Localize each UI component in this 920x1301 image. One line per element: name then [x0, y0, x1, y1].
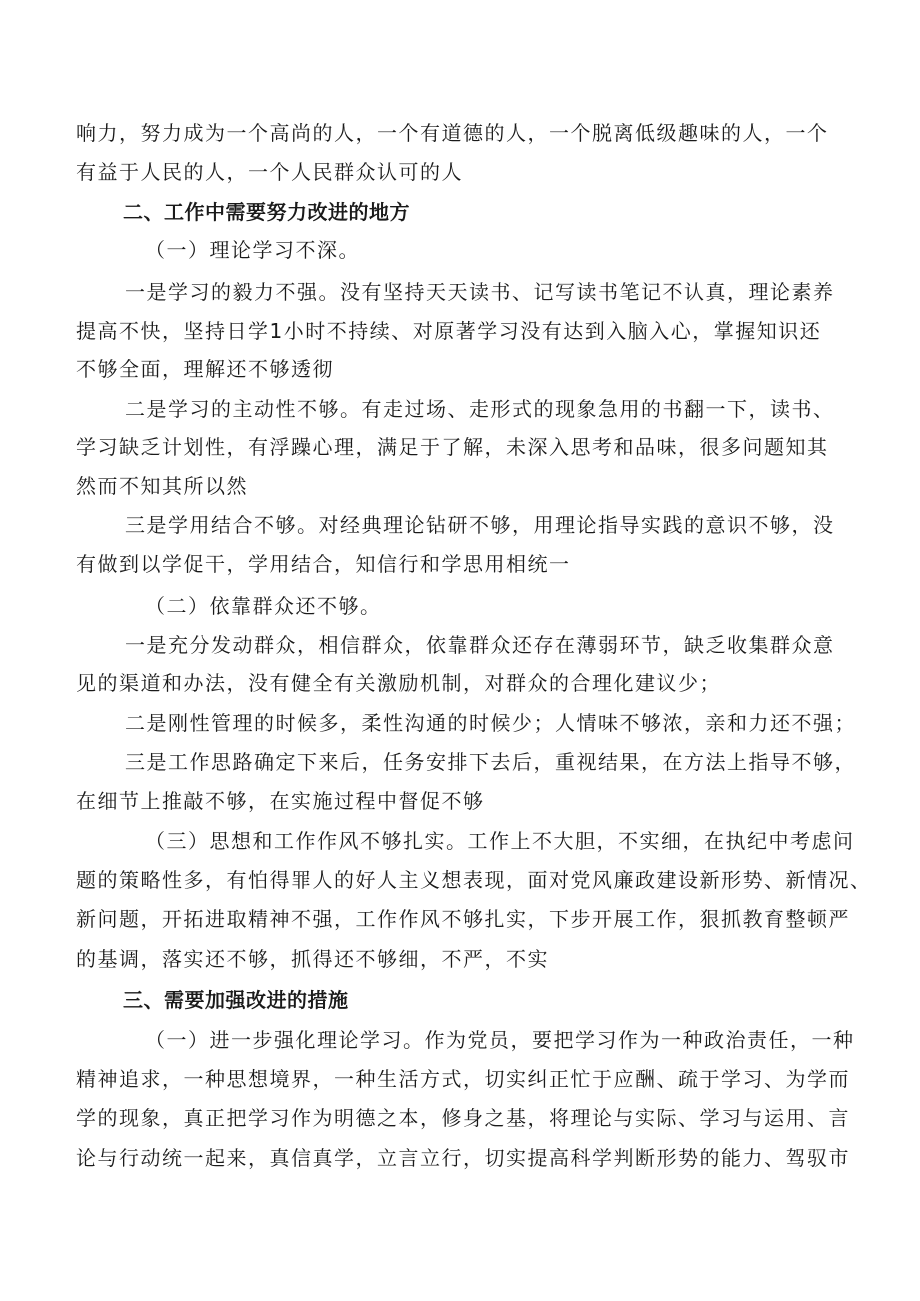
text-line: 精神追求，一种思想境界，一种生活方式，切实纠正忙于应酬、疏于学习、为学而 [76, 1067, 850, 1091]
subsection-heading: （一）理论学习不深。 [145, 238, 360, 262]
text-line: 新问题，开拓进取精神不强，工作作风不够扎实，下步开展工作，狠抓教育整顿严 [76, 907, 850, 931]
text-line: 有益于人民的人，一个人民群众认可的人 [76, 160, 463, 184]
text-line: 论与行动统一起来，真信真学，立言立行，切实提高科学判断形势的能力、驾驭市 [76, 1146, 850, 1170]
text-line: 在细节上推敲不够，在实施过程中督促不够 [76, 789, 485, 813]
text-line: 二是学习的主动性不够。有走过场、走形式的现象急用的书翻一下，读书、 [125, 397, 835, 421]
text-line: （一）进一步强化理论学习。作为党员，要把学习作为一种政治责任，一种 [145, 1028, 855, 1052]
text-line: 见的渠道和办法，没有健全有关激励机制，对群众的合理化建议少； [76, 671, 721, 695]
text-line: 三是学用结合不够。对经典理论钻研不够，用理论指导实践的意识不够，没 [125, 513, 835, 537]
section-heading: 三、需要加强改进的措施 [123, 988, 349, 1012]
text-line: 有做到以学促干，学用结合，知信行和学思用相统一 [76, 552, 571, 576]
text-line: 二是刚性管理的时候多，柔性沟通的时候少；人情味不够浓，亲和力还不强； [125, 711, 856, 735]
text-line: 然而不知其所以然 [76, 474, 248, 498]
text-line: 的基调，落实还不够，抓得还不够细，不严，不实 [76, 947, 549, 971]
section-heading: 二、工作中需要努力改进的地方 [123, 200, 410, 224]
text-line: 提高不快，坚持日学1小时不持续、对原著学习没有达到入脑入心，掌握知识还 [76, 319, 822, 343]
text-line: 不够全面，理解还不够透彻 [76, 357, 334, 381]
subsection-heading: （二）依靠群众还不够。 [145, 594, 382, 618]
text-line: 学的现象，真正把学习作为明德之本，修身之基，将理论与实际、学习与运用、言 [76, 1106, 850, 1130]
text-line: 一是充分发动群众，相信群众，依靠群众还存在薄弱环节，缺乏收集群众意 [125, 633, 835, 657]
text-line: 响力，努力成为一个高尚的人，一个有道德的人，一个脱离低级趣味的人，一个 [76, 121, 829, 145]
text-line: 一是学习的毅力不强。没有坚持天天读书、记写读书笔记不认真，理论素养 [125, 280, 835, 304]
text-line: 三是工作思路确定下来后，任务安排下去后，重视结果，在方法上指导不够， [125, 750, 856, 774]
text-line: （三）思想和工作作风不够扎实。工作上不大胆，不实细，在执纪中考虑问 [145, 829, 855, 853]
text-line: 题的策略性多，有怕得罪人的好人主义想表现，面对党风廉政建设新形势、新情况、 [76, 868, 872, 892]
text-line: 学习缺乏计划性，有浮躁心理，满足于了解，未深入思考和品味，很多问题知其 [76, 435, 829, 459]
